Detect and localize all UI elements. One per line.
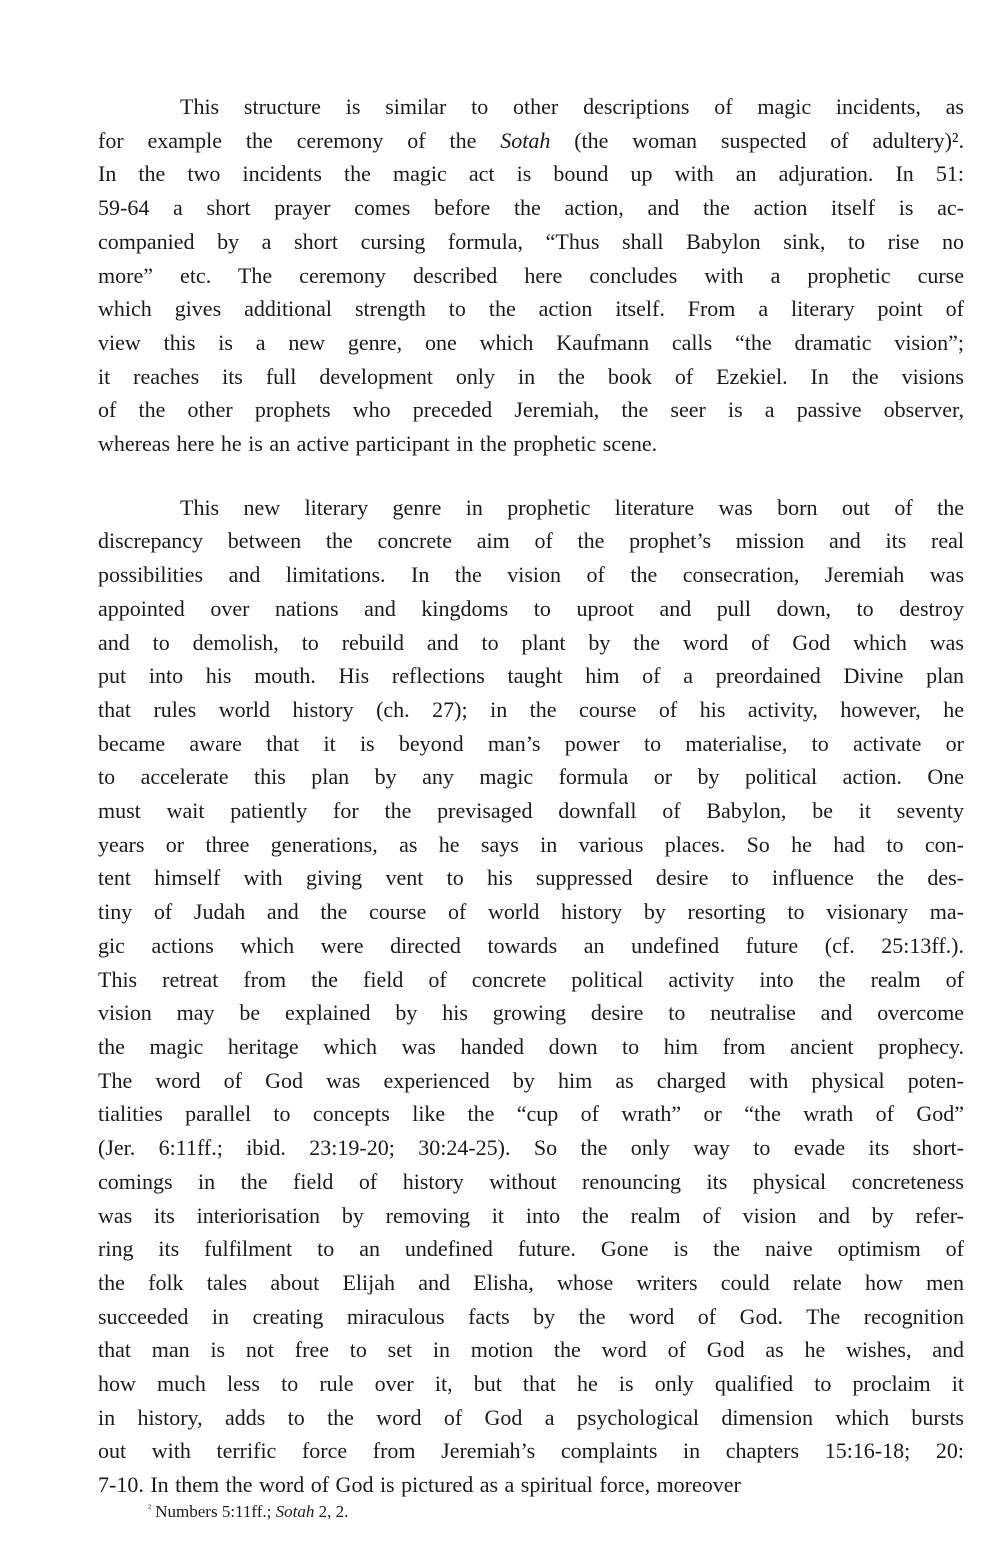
text-line: for example the ceremony of the Sotah (the woman suspected of adultery)². [98, 127, 964, 153]
text-line: companied by a short cursing formula, “Thus shall Babylon sink, to rise no [98, 228, 964, 254]
text-line: This retreat from the field of concrete political activity into the realm of [98, 966, 964, 992]
text-line: and to demolish, to rebuild and to plant by the word of God which was [98, 629, 964, 655]
paragraph-2 [98, 491, 964, 1502]
text-line: 7-10. In them the word of God is pictured as a spiritual force, moreover [98, 1472, 741, 1498]
text-line: put into his mouth. His reflections taught him of a preordained Divine plan [98, 663, 964, 689]
text-line: that man is not free to set in motion the word of God as he wishes, and [98, 1337, 964, 1363]
text-line: comings in the field of history without renouncing its physical concreteness [98, 1168, 964, 1194]
footnote-text-before: Numbers 5:11ff.; [155, 1502, 276, 1521]
text-line: In the two incidents the magic act is bound up with an adjuration. In 51: [98, 161, 964, 187]
text-line: tialities parallel to concepts like the “cup of wrath” or “the wrath of God” [98, 1101, 964, 1127]
italic-term: Sotah [500, 127, 551, 153]
footnote-italic-text: Sotah [275, 1502, 315, 1521]
text-line: out with terrific force from Jeremiah’s complaints in chapters 15:16-18; 20: [98, 1438, 964, 1464]
text-line: possibilities and limitations. In the vision of the consecration, Jeremiah was [98, 562, 964, 588]
text-line: was its interiorisation by removing it into the realm of vision and by refer- [98, 1202, 964, 1228]
text-line: gic actions which were directed towards an undefined future (cf. 25:13ff.). [98, 932, 964, 958]
footnote-text-after: 2, 2. [314, 1502, 349, 1521]
footnote-marker: ² [148, 1503, 151, 1514]
paragraph-gap [98, 461, 964, 491]
text-line: view this is a new genre, one which Kaufmann calls “the dramatic vision”; [98, 329, 964, 355]
text-line: years or three generations, as he says in various places. So he had to con- [98, 831, 964, 857]
text-line: tent himself with giving vent to his suppressed desire to influence the des- [98, 865, 964, 891]
text-line: which gives additional strength to the action itself. From a literary point of [98, 296, 964, 322]
text-line: vision may be explained by his growing desire to neutralise and overcome [98, 1000, 964, 1026]
text-line: This structure is similar to other descriptions of magic incidents, as [180, 94, 964, 119]
text-line: tiny of Judah and the course of world history by resorting to visionary ma- [98, 899, 964, 925]
text-line: appointed over nations and kingdoms to uproot and pull down, to destroy [98, 595, 964, 621]
text-line: became aware that it is beyond man’s power to materialise, to activate or [98, 730, 964, 756]
text-line: succeeded in creating miraculous facts by the word of God. The recognition [98, 1303, 964, 1329]
page-body [98, 90, 964, 1502]
text-line: must wait patiently for the previsaged downfall of Babylon, be it seventy [98, 798, 964, 824]
text-line: discrepancy between the concrete aim of the prophet’s mission and its real [98, 528, 964, 554]
text-line: ring its fulfilment to an undefined future. Gone is the naive optimism of [98, 1236, 964, 1262]
text-line: that rules world history (ch. 27); in the course of his activity, however, he [98, 696, 964, 722]
text-line: 59-64 a short prayer comes before the action, and the action itself is ac- [98, 195, 964, 221]
text-line: (Jer. 6:11ff.; ibid. 23:19-20; 30:24-25). So the only way to evade its short- [98, 1135, 964, 1161]
text-line: in history, adds to the word of God a psychological dimension which bursts [98, 1404, 964, 1430]
text-line: the folk tales about Elijah and Elisha, whose writers could relate how men [98, 1269, 964, 1295]
text-line: whereas here he is an active participant in the prophetic scene. [98, 431, 658, 457]
text-line: how much less to rule over it, but that he is only qualified to proclaim it [98, 1371, 964, 1397]
text-line: more” etc. The ceremony described here concludes with a prophetic curse [98, 262, 964, 288]
text-line: This new literary genre in prophetic literature was born out of the [180, 494, 964, 520]
text-line: it reaches its full development only in the book of Ezekiel. In the visions [98, 363, 964, 389]
text-line: The word of God was experienced by him as charged with physical poten- [98, 1067, 964, 1093]
text-line: the magic heritage which was handed down to him from ancient prophecy. [98, 1033, 964, 1059]
footnote [148, 1498, 348, 1523]
text-line: of the other prophets who preceded Jeremiah, the seer is a passive observer, [98, 397, 964, 423]
text-line: to accelerate this plan by any magic formula or by political action. One [98, 764, 964, 790]
paragraph-1 [98, 90, 964, 461]
